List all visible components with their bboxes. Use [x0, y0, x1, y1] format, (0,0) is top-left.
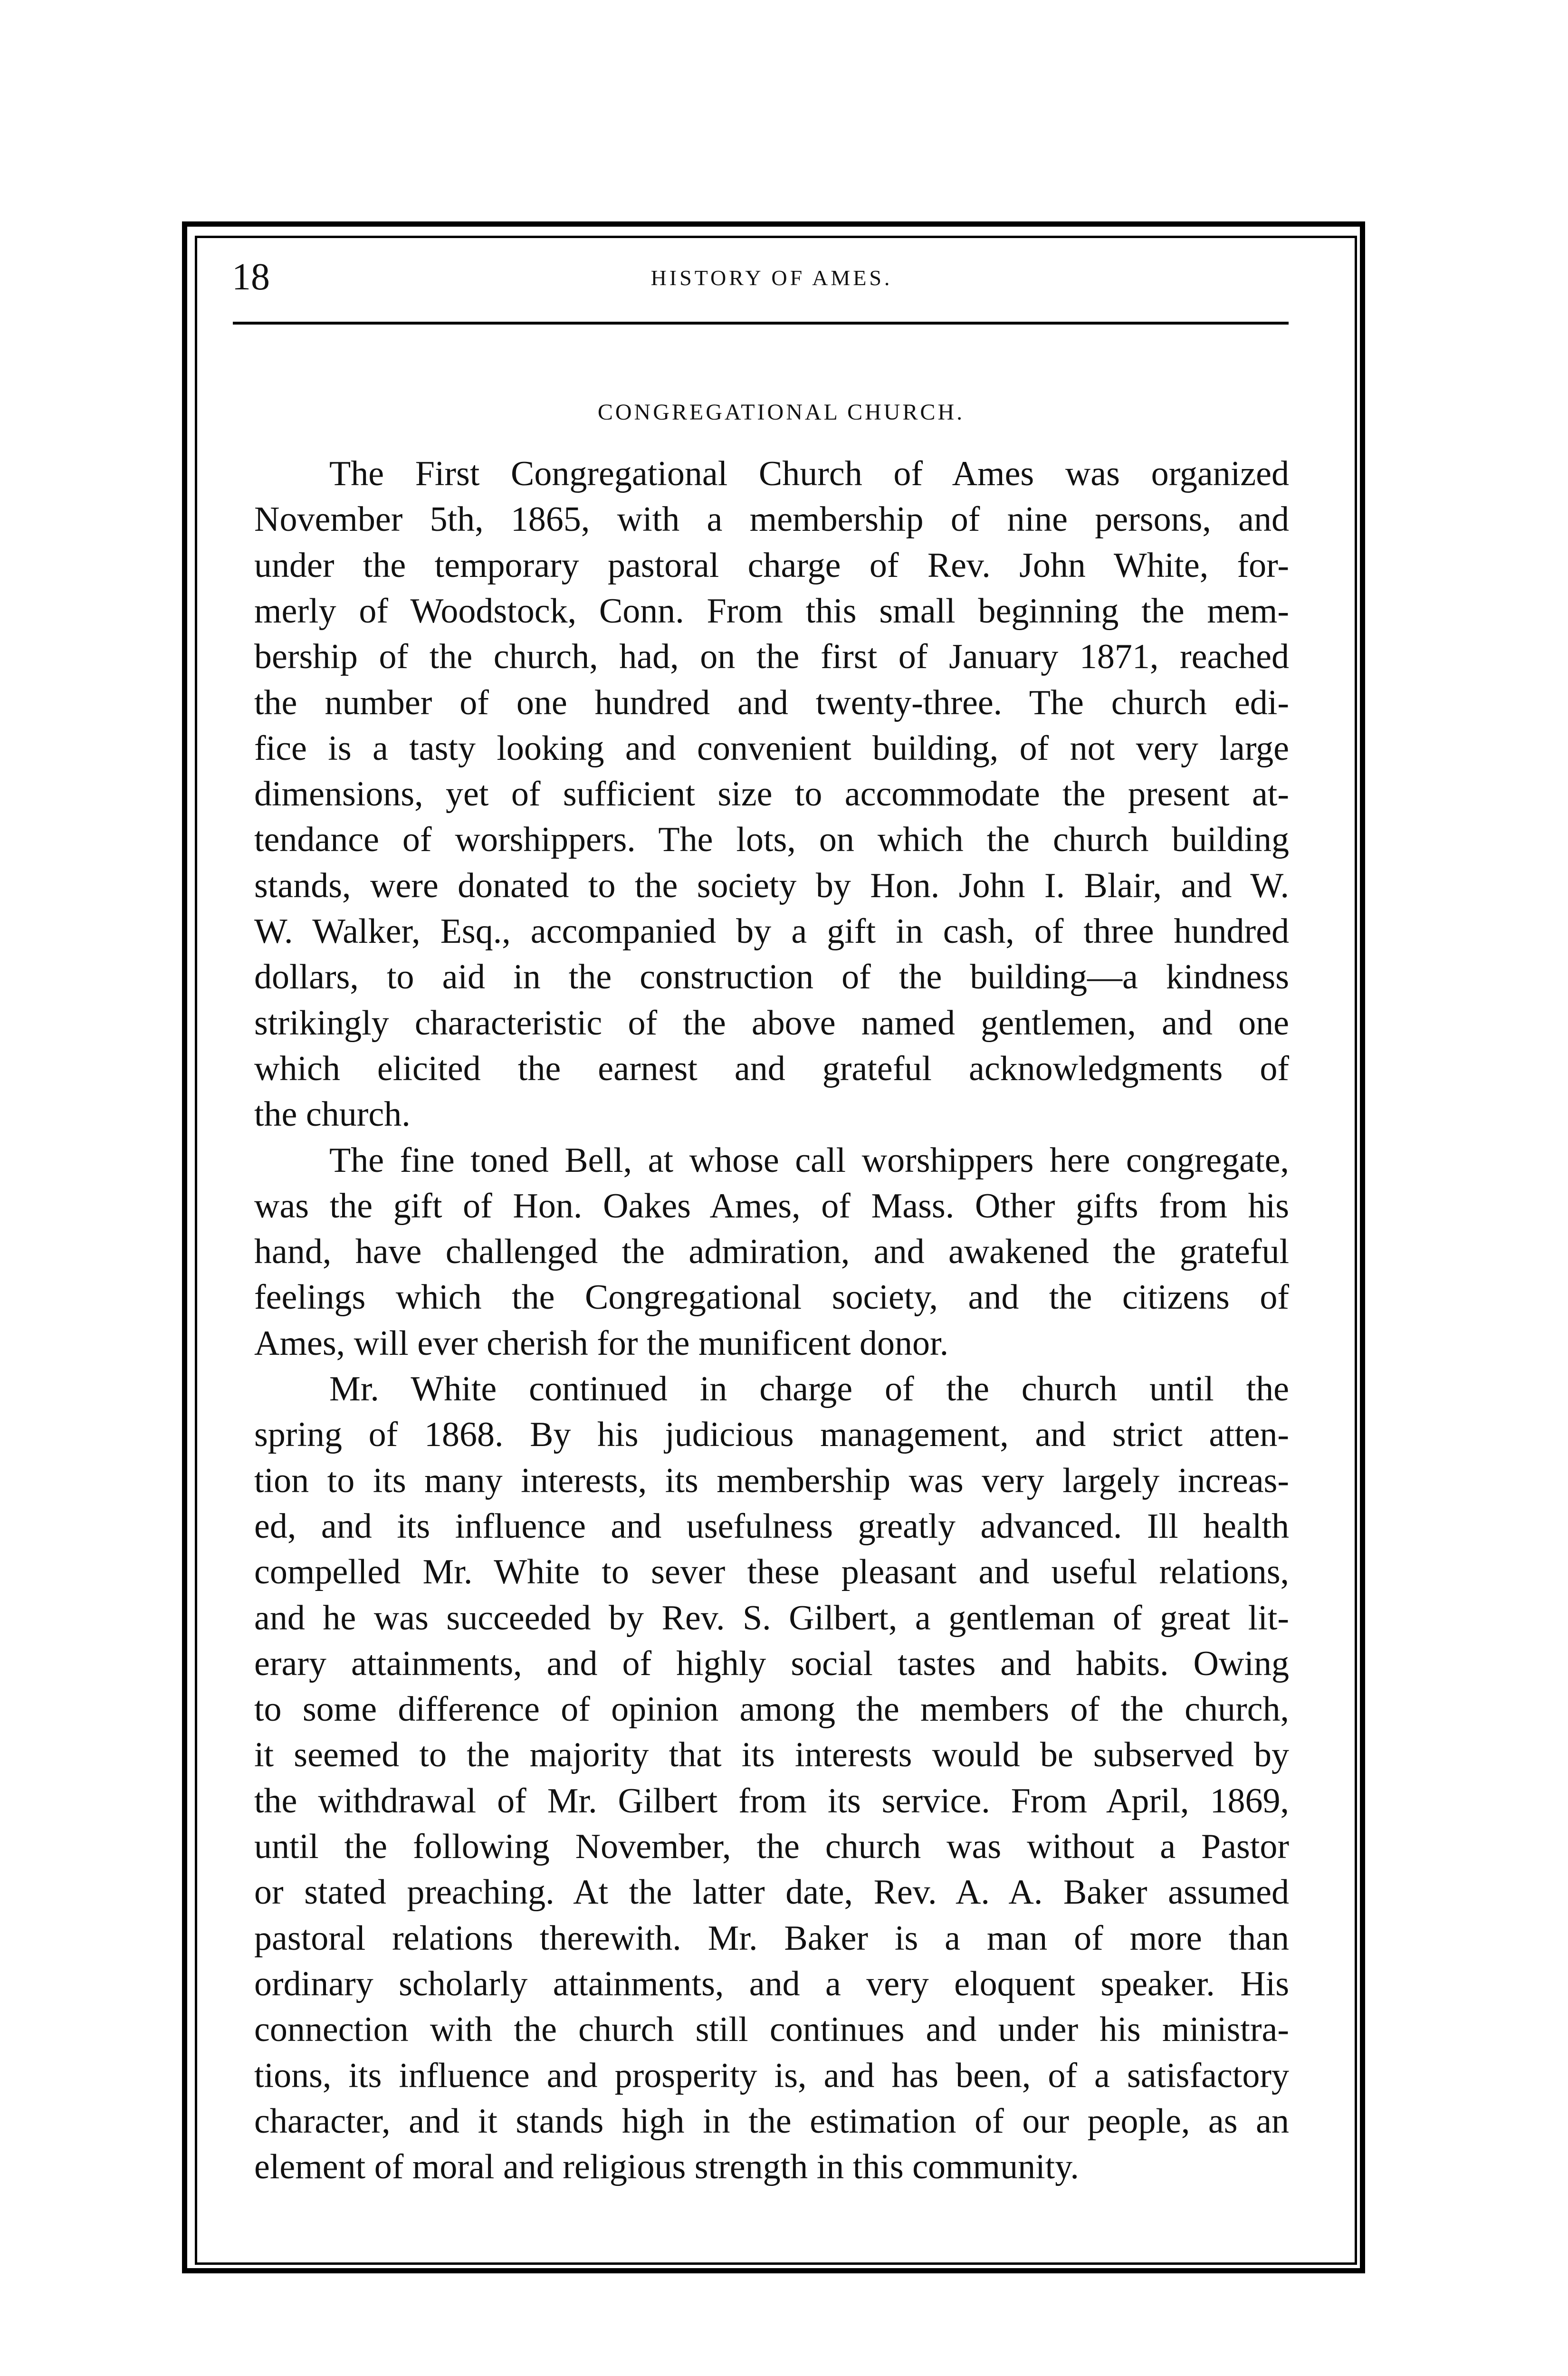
- text-line: to some difference of opinion among the members of the church,: [254, 1690, 1289, 1729]
- text-line: tendance of worshippers. The lots, on which the church building: [254, 820, 1289, 860]
- text-line: or stated preaching. At the latter date, Rev. A. A. Baker assumed: [254, 1873, 1289, 1912]
- text-line: The fine toned Bell, at whose call worshippers here congregate,: [329, 1140, 1289, 1180]
- text-line: which elicited the earnest and grateful acknowledgments of: [254, 1049, 1289, 1088]
- text-line: tions, its influence and prosperity is, and has been, of a satisfactory: [254, 2056, 1289, 2095]
- section-title: CONGREGATIONAL CHURCH.: [597, 400, 965, 425]
- text-line: element of moral and religious strength in this community.: [254, 2147, 1079, 2187]
- text-line: Ames, will ever cherish for the munificent donor.: [254, 1323, 949, 1363]
- text-line: spring of 1868. By his judicious management, and strict atten-: [254, 1415, 1289, 1455]
- text-line: compelled Mr. White to sever these pleasant and useful relations,: [254, 1552, 1289, 1592]
- text-line: under the temporary pastoral charge of Rev. John White, for-: [254, 546, 1289, 585]
- text-line: fice is a tasty looking and convenient building, of not very large: [254, 728, 1289, 768]
- text-line: was the gift of Hon. Oakes Ames, of Mass. Other gifts from his: [254, 1186, 1289, 1226]
- page-number: 18: [232, 256, 270, 298]
- text-line: merly of Woodstock, Conn. From this small beginning the mem-: [254, 591, 1289, 631]
- text-line: feelings which the Congregational society, and the citizens of: [254, 1278, 1289, 1317]
- text-line: connection with the church still continues and under his ministra-: [254, 2010, 1289, 2050]
- text-line: Mr. White continued in charge of the church until the: [329, 1370, 1289, 1408]
- text-line: hand, have challenged the admiration, and awakened the grateful: [254, 1232, 1289, 1272]
- text-line: W. Walker, Esq., accompanied by a gift in cash, of three hundred: [254, 912, 1289, 951]
- header-rule: [233, 322, 1289, 325]
- text-line: ed, and its influence and usefulness greatly advanced. Ill health: [254, 1506, 1289, 1546]
- text-line: and he was succeeded by Rev. S. Gilbert, a gentleman of great lit-: [254, 1598, 1289, 1638]
- text-line: erary attainments, and of highly social tastes and habits. Owing: [254, 1644, 1289, 1683]
- text-line: November 5th, 1865, with a membership of nine persons, and: [254, 500, 1289, 539]
- text-line: The First Congregational Church of Ames was organized: [329, 454, 1289, 493]
- text-line: strikingly characteristic of the above named gentlemen, and one: [254, 1003, 1289, 1043]
- text-line: ordinary scholarly attainments, and a very eloquent speaker. His: [254, 1964, 1289, 2003]
- text-line: dimensions, yet of sufficient size to accommodate the present at-: [254, 775, 1289, 814]
- text-line: the withdrawal of Mr. Gilbert from its service. From April, 1869,: [254, 1781, 1289, 1820]
- text-line: the number of one hundred and twenty-three. The church edi-: [254, 683, 1289, 722]
- text-line: stands, were donated to the society by Hon. John I. Blair, and W.: [254, 866, 1289, 905]
- text-line: the church.: [254, 1095, 411, 1134]
- text-line: it seemed to the majority that its interests would be subserved by: [254, 1735, 1289, 1775]
- text-line: bership of the church, had, on the first of January 1871, reached: [254, 637, 1289, 677]
- text-line: dollars, to aid in the construction of the building—a kindness: [254, 958, 1289, 997]
- text-line: pastoral relations therewith. Mr. Baker is a man of more than: [254, 1918, 1289, 1958]
- text-line: tion to its many interests, its membership was very largely increas-: [254, 1461, 1289, 1500]
- running-title: HISTORY OF AMES.: [650, 266, 893, 290]
- text-line: until the following November, the church was without a Pastor: [254, 1827, 1289, 1866]
- text-line: character, and it stands high in the estimation of our people, as an: [254, 2101, 1289, 2141]
